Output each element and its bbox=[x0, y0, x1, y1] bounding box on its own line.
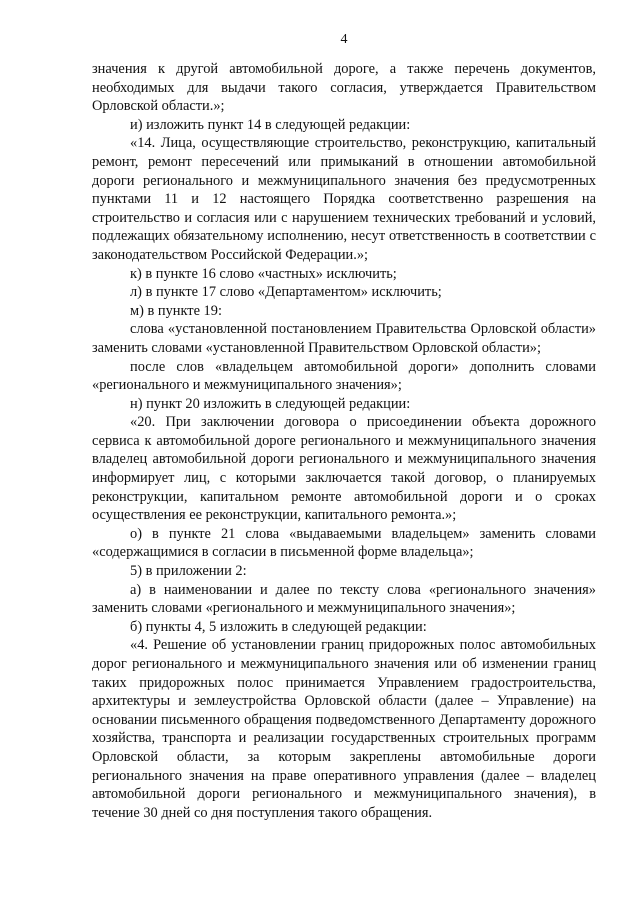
paragraph: «20. При заключении договора о присоединении объекта дорожного сервиса к автомобильной дороге регионального и межмуниципального значения владелец автомобильной дороги регионального и межмуниципального значения информирует лиц, с которыми заключается такой договор, о планируемых реконструкции, капитальном ремонте автомобильной дороги и о сроках осуществления ее реконструкции, капитального ремонта.»; bbox=[92, 414, 596, 524]
paragraph: а) в наименовании и далее по тексту слова «регионального значения» заменить словами «регионального и межмуниципального значения»; bbox=[92, 581, 596, 617]
paragraph: б) пункты 4, 5 изложить в следующей редакции: bbox=[130, 618, 427, 635]
paragraph: н) пункт 20 изложить в следующей редакции: bbox=[130, 395, 411, 412]
paragraph: 5) в приложении 2: bbox=[130, 563, 247, 580]
paragraph: к) в пункте 16 слово «частных» исключить; bbox=[130, 265, 397, 282]
paragraph: и) изложить пункт 14 в следующей редакции: bbox=[130, 116, 411, 133]
paragraph: «4. Решение об установлении границ придорожных полос автомобильных дорог регионального и межмуниципального значения или об изменении границ таких придорожных полос принимается Управлением градостроительства, архитектуры и землеустройства Орловской области (далее – Управление) на основании письменного обращения подведомственного Департаменту дорожного хозяйства, транспорта и реализации государственных строительных программ Орловской области, за которым закреплены автомобильные дороги регионального значения на праве оперативного управления (далее – владелец автомобильной дороги регионального и межмуниципального значения), в течение 30 дней со дня поступления такого обращения. bbox=[92, 637, 596, 821]
paragraph: л) в пункте 17 слово «Департаментом» исключить; bbox=[130, 284, 442, 301]
page-number: 4 bbox=[340, 32, 348, 47]
paragraph: значения к другой автомобильной дороге, а также перечень документов, необходимых для выдачи такого согласия, утверждается Правительством Орловской области.»; bbox=[92, 61, 596, 115]
paragraph: «14. Лица, осуществляющие строительство, реконструкцию, капитальный ремонт, ремонт пересечений или примыканий в отношении автомобильной дороги регионального и межмуниципального значения без предусмотренных пунктами 11 и 12 настоящего Порядка соответственно разрешения на строительство и согласия или с нарушением технических требований и условий, подлежащих обязательному исполнению, несут ответственность в соответствии с законодательством Российской Федерации.»; bbox=[92, 135, 596, 263]
paragraph: м) в пункте 19: bbox=[130, 302, 222, 319]
paragraph: после слов «владельцем автомобильной дороги» дополнить словами «регионального и межмуниципального значения»; bbox=[92, 358, 596, 394]
paragraph: о) в пункте 21 слова «выдаваемыми владельцем» заменить словами «содержащимися в согласии в письменной форме владельца»; bbox=[92, 525, 596, 561]
document-body bbox=[92, 60, 596, 822]
paragraph: слова «установленной постановлением Правительства Орловской области» заменить словами «установленной Правительством Орловской области»; bbox=[92, 321, 596, 356]
